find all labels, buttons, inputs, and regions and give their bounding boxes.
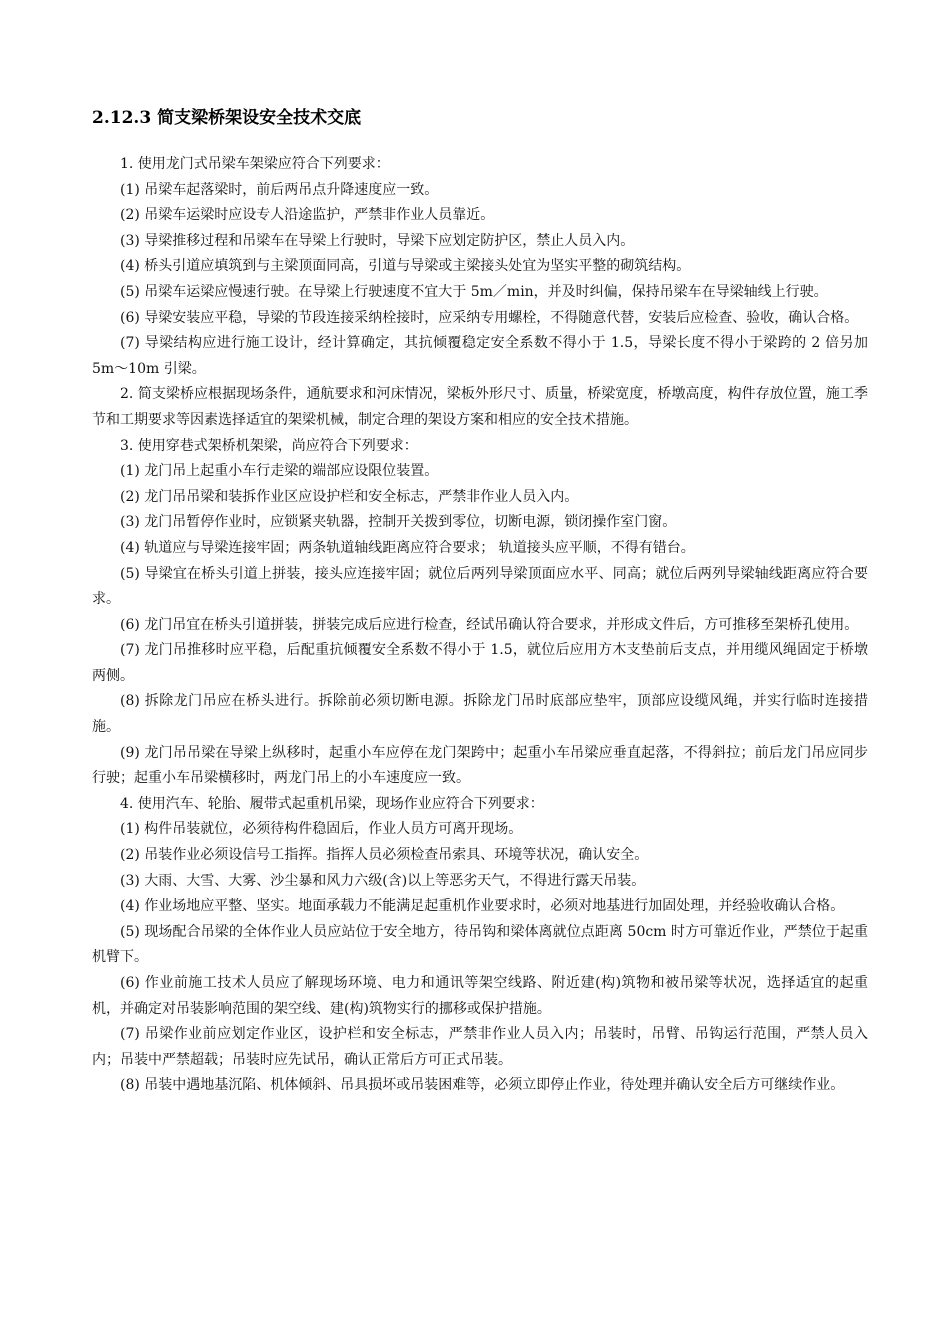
paragraph-1-item-7: (7) 导梁结构应进行施工设计，经计算确定，其抗倾覆稳定安全系数不得小于 1.5，导梁长度不得小于梁跨的 2 倍另加 5m～10m 引梁。 (92, 335, 868, 377)
paragraph-1-item-2: (2) 吊梁车运梁时应设专人沿途监护，严禁非作业人员靠近。 (120, 207, 495, 224)
paragraph-1-item-6: (6) 导梁安装应平稳，导梁的节段连接采纳栓接时，应采纳专用螺栓，不得随意代替，安装后应检查、验收，确认合格。 (120, 309, 859, 326)
paragraph-4-item-1: (1) 构件吊装就位，必须待构件稳固后，作业人员方可离开现场。 (120, 821, 523, 838)
paragraph-3: 3. 使用穿巷式架桥机架梁，尚应符合下列要求： (120, 437, 418, 454)
paragraph-1: 1. 使用龙门式吊梁车架梁应符合下列要求： (120, 156, 390, 172)
paragraph-3-item-4: (4) 轨道应与导梁连接牢固；两条轨道轴线距离应符合要求； 轨道接头应平顺，不得有错台。 (120, 539, 695, 556)
paragraph-2: 2. 简支梁桥应根据现场条件，通航要求和河床情况，梁板外形尺寸、质量，桥梁宽度，桥墩高度，构件存放位置，施工季节和工期要求等因素选择适宜的架梁机械，制定合理的架设方案和相应的安全技术措施。 (92, 386, 868, 428)
paragraph-3-item-2: (2) 龙门吊吊梁和装拆作业区应设护栏和安全标志，严禁非作业人员入内。 (120, 488, 579, 505)
document-body (92, 152, 868, 1099)
paragraph-4-item-6: (6) 作业前施工技术人员应了解现场环境、电力和通讯等架空线路、附近建(构)筑物和被吊梁等状况，选择适宜的起重机，并确定对吊装影响范围的架空线、建(构)筑物实行的挪移或保护措施。 (92, 975, 868, 1017)
paragraph-1-item-5: (5) 吊梁车运梁应慢速行驶。在导梁上行驶速度不宜大于 5m／min，并及时纠偏，保持吊梁车在导梁轴线上行驶。 (120, 283, 828, 300)
paragraph-3-item-9: (9) 龙门吊吊梁在导梁上纵移时，起重小车应停在龙门架跨中；起重小车吊梁应垂直起落，不得斜拉；前后龙门吊应同步行驶；起重小车吊梁横移时，两龙门吊上的小车速度应一致。 (92, 744, 868, 787)
paragraph-3-item-7: (7) 龙门吊推移时应平稳，后配重抗倾覆安全系数不得小于 1.5，就位后应用方木支垫前后支点，并用缆风绳固定于桥墩两侧。 (92, 642, 868, 684)
paragraph-4-item-2: (2) 吊装作业必须设信号工指挥。指挥人员必须检查吊索具、环境等状况，确认安全。 (120, 847, 649, 864)
section-heading: 2.12.3 简支梁桥架设安全技术交底 (92, 108, 362, 128)
paragraph-1-item-4: (4) 桥头引道应填筑到与主梁顶面同高，引道与导梁或主梁接头处宜为坚实平整的砌筑结构。 (120, 258, 691, 275)
paragraph-3-item-1: (1) 龙门吊上起重小车行走梁的端部应设限位装置。 (120, 463, 439, 480)
paragraph-3-item-8: (8) 拆除龙门吊应在桥头进行。拆除前必须切断电源。拆除龙门吊时底部应垫牢，顶部应设缆风绳，并实行临时连接措施。 (92, 693, 868, 736)
paragraph-4-item-7: (7) 吊梁作业前应划定作业区，设护栏和安全标志，严禁非作业人员入内；吊装时，吊臂、吊钩运行范围，严禁人员入内；吊装中严禁超载；吊装时应先试吊，确认正常后方可正式吊装。 (92, 1026, 868, 1068)
paragraph-1-item-1: (1) 吊梁车起落梁时，前后两吊点升降速度应一致。 (120, 181, 439, 198)
paragraph-4-item-5: (5) 现场配合吊梁的全体作业人员应站位于安全地方，待吊钩和梁体离就位点距离 50cm 时方可靠近作业，严禁位于起重机臂下。 (92, 923, 868, 966)
paragraph-3-item-3: (3) 龙门吊暂停作业时，应锁紧夹轨器，控制开关拨到零位，切断电源，锁闭操作室门窗。 (120, 514, 677, 531)
paragraph-4-item-4: (4) 作业场地应平整、坚实。地面承载力不能满足起重机作业要求时，必须对地基进行加固处理，并经验收确认合格。 (120, 898, 845, 915)
paragraph-4-item-8: (8) 吊装中遇地基沉陷、机体倾斜、吊具损坏或吊装困难等，必须立即停止作业，待处理并确认安全后方可继续作业。 (120, 1077, 845, 1094)
paragraph-1-item-3: (3) 导梁推移过程和吊梁车在导梁上行驶时，导梁下应划定防护区，禁止人员入内。 (120, 232, 635, 249)
paragraph-4: 4. 使用汽车、轮胎、履带式起重机吊梁，现场作业应符合下列要求： (120, 795, 544, 812)
paragraph-3-item-6: (6) 龙门吊宜在桥头引道拼装，拼装完成后应进行检查，经试吊确认符合要求，并形成文件后，方可推移至架桥孔使用。 (120, 616, 859, 633)
paragraph-3-item-5: (5) 导梁宜在桥头引道上拼装，接头应连接牢固；就位后两列导梁顶面应水平、同高；就位后两列导梁轴线距离应符合要求。 (92, 565, 868, 608)
paragraph-4-item-3: (3) 大雨、大雪、大雾、沙尘暴和风力六级(含)以上等恶劣天气，不得进行露天吊装。 (120, 872, 646, 889)
